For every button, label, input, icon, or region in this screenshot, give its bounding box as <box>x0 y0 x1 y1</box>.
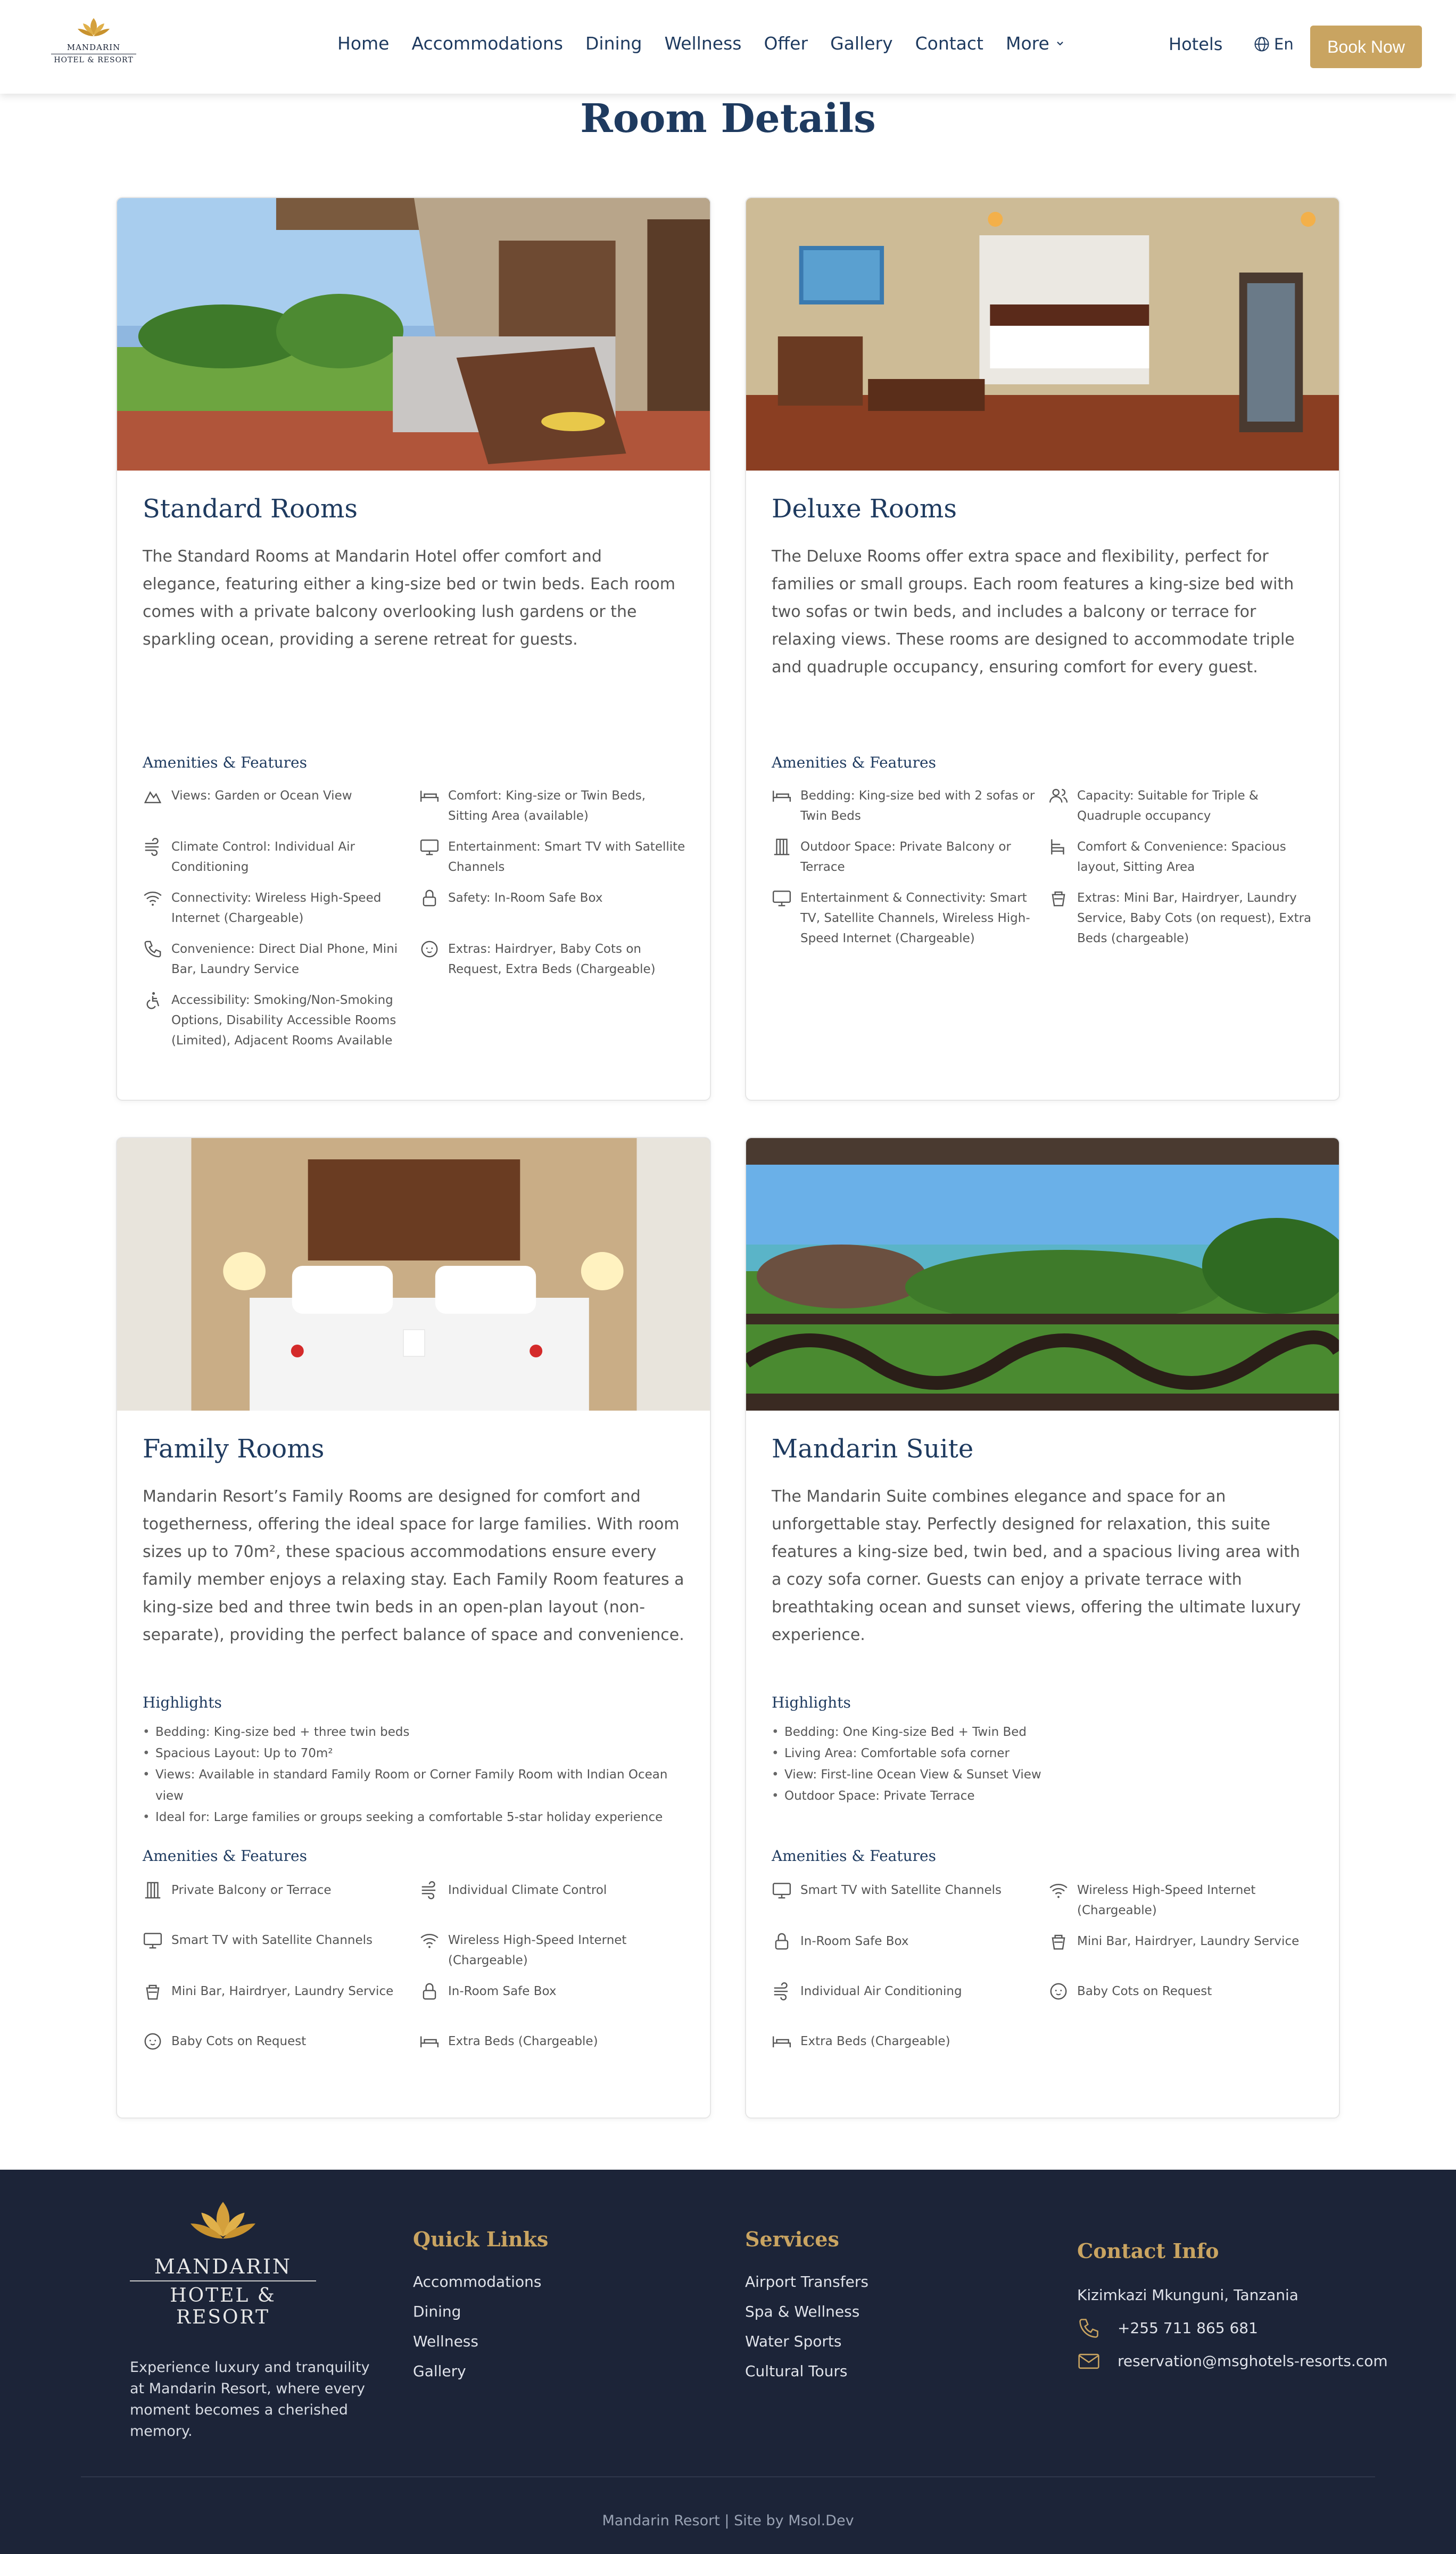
amenity-item <box>772 786 1048 826</box>
amenity-text: Safety: In-Room Safe Box <box>448 891 603 905</box>
footer-service-water-sports[interactable]: Water Sports <box>745 2333 842 2350</box>
amenity-text: Baby Cots on Request <box>171 2034 307 2048</box>
footer-link-wellness[interactable]: Wellness <box>413 2333 478 2350</box>
tv-icon <box>772 1880 792 1900</box>
main-nav <box>337 33 1065 54</box>
globe-icon <box>1254 36 1270 52</box>
language-selector[interactable] <box>1254 35 1294 53</box>
footer-service-airport[interactable]: Airport Transfers <box>745 2273 868 2291</box>
amenity-item <box>143 1880 419 1919</box>
amenity-text: Individual Climate Control <box>448 1883 607 1897</box>
amenity-item <box>772 2031 1048 2071</box>
nav-more[interactable] <box>1006 33 1065 54</box>
room-description: The Deluxe Rooms offer extra space and flexibility, perfect for families or small groups. Each room features a king-size bed with two sofas or twin beds, and includes a balcony or terrace for relaxing views. These rooms are designed to accommodate triple and quadruple occupancy, ensuring comfort for every guest. <box>772 547 1295 677</box>
amenity-item <box>1048 837 1314 877</box>
phone-icon <box>1077 2317 1101 2340</box>
cup-icon <box>1048 888 1069 908</box>
highlight-item: • Living Area: Comfortable sofa corner <box>772 1743 1314 1764</box>
nav-accommodations[interactable]: Accommodations <box>411 33 563 54</box>
footer-copyright: Mandarin Resort | Site by Msol.Dev <box>602 2512 854 2529</box>
amenity-text: Smart TV with Satellite Channels <box>800 1883 1002 1897</box>
email-text: reservation@msghotels-resorts.com <box>1118 2352 1388 2370</box>
highlights-heading: Highlights <box>143 1694 222 1711</box>
hotels-link[interactable]: Hotels <box>1169 34 1223 54</box>
accessibility-icon <box>143 990 163 1010</box>
footer-logo-line1: MANDARIN <box>154 2255 292 2278</box>
tv-icon <box>419 837 440 857</box>
wifi-icon <box>143 888 163 908</box>
room-title: Deluxe Rooms <box>772 494 957 524</box>
nav-more-label: More <box>1005 33 1049 54</box>
highlights-list <box>143 1721 685 1828</box>
footer-services <box>745 2227 868 2386</box>
footer-link-dining[interactable]: Dining <box>413 2303 461 2320</box>
amenity-item <box>143 1930 419 1971</box>
amenity-item <box>772 888 1048 949</box>
amenity-text: Wireless High-Speed Internet (Chargeable) <box>1077 1883 1256 1917</box>
amenity-text: Baby Cots on Request <box>1077 1984 1212 1998</box>
address-text: Kizimkazi Mkunguni, Tanzania <box>1077 2286 1298 2304</box>
room-title: Mandarin Suite <box>772 1434 974 1464</box>
amenities-heading: Amenities & Features <box>143 1847 307 1865</box>
mail-icon <box>1077 2350 1101 2373</box>
amenity-text: Mini Bar, Hairdryer, Laundry Service <box>171 1984 394 1998</box>
room-card-family <box>116 1137 711 2119</box>
wind-icon <box>143 837 163 857</box>
tv-icon <box>772 888 792 908</box>
highlight-item: • Bedding: One King-size Bed + Twin Bed <box>772 1721 1314 1743</box>
room-image-suite <box>746 1138 1339 1411</box>
footer-link-accommodations[interactable]: Accommodations <box>413 2273 542 2291</box>
page-title: Room Details <box>580 96 876 142</box>
highlight-item: • View: First-line Ocean View & Sunset View <box>772 1764 1314 1785</box>
wifi-icon <box>419 1930 440 1950</box>
bed-icon <box>419 786 440 806</box>
footer-description: Experience luxury and tranquility at Mandarin Resort, where every moment becomes a cherished memory. <box>130 2359 370 2440</box>
amenity-item <box>1048 1880 1314 1921</box>
tv-icon <box>143 1930 163 1950</box>
nav-offer[interactable]: Offer <box>764 33 808 54</box>
room-card-suite <box>745 1137 1340 2119</box>
room-image-deluxe <box>746 198 1339 471</box>
lock-icon <box>772 1931 792 1951</box>
baby-icon <box>419 939 440 959</box>
amenity-item <box>772 1931 1048 1971</box>
services-heading: Services <box>745 2227 839 2251</box>
amenity-text: Extras: Hairdryer, Baby Cots on Request, Extra Beds (Chargeable) <box>448 942 656 976</box>
chair-icon <box>1048 837 1069 857</box>
site-logo[interactable] <box>51 16 136 78</box>
bed-icon <box>772 2031 792 2052</box>
highlights-list <box>772 1721 1314 1807</box>
amenities-list <box>143 1880 685 2071</box>
footer-service-tours[interactable]: Cultural Tours <box>745 2362 848 2380</box>
amenity-text: Climate Control: Individual Air Conditioning <box>171 840 355 874</box>
amenity-item <box>1048 1981 1314 2021</box>
contact-phone[interactable] <box>1077 2312 1388 2345</box>
amenity-text: Extra Beds (Chargeable) <box>448 2034 598 2048</box>
amenities-list <box>772 1880 1314 2071</box>
amenity-item <box>419 786 685 826</box>
wifi-icon <box>1048 1880 1069 1900</box>
baby-icon <box>143 2031 163 2052</box>
quick-links-heading: Quick Links <box>413 2227 549 2251</box>
footer-divider <box>81 2476 1375 2477</box>
amenity-item <box>143 837 419 877</box>
amenity-text: Extra Beds (Chargeable) <box>800 2034 950 2048</box>
amenities-heading: Amenities & Features <box>143 754 307 771</box>
bed-icon <box>419 2031 440 2052</box>
amenity-item <box>772 1880 1048 1921</box>
amenity-text: Capacity: Suitable for Triple & Quadruple occupancy <box>1077 789 1259 823</box>
amenities-heading: Amenities & Features <box>772 1847 936 1865</box>
highlight-item: • Ideal for: Large families or groups seeking a comfortable 5-star holiday experience <box>143 1807 685 1828</box>
door-icon <box>772 837 792 857</box>
room-card-standard <box>116 197 711 1101</box>
contact-address <box>1077 2279 1388 2312</box>
amenity-item <box>772 1981 1048 2021</box>
amenity-item <box>419 2031 685 2071</box>
amenity-text: Convenience: Direct Dial Phone, Mini Bar, Laundry Service <box>171 942 398 976</box>
amenity-text: Mini Bar, Hairdryer, Laundry Service <box>1077 1934 1300 1948</box>
nav-wellness[interactable]: Wellness <box>664 33 742 54</box>
amenity-text: Connectivity: Wireless High-Speed Internet (Chargeable) <box>171 891 382 925</box>
amenity-item <box>143 990 419 1051</box>
amenity-item <box>143 1981 419 2021</box>
room-description: The Standard Rooms at Mandarin Hotel offer comfort and elegance, featuring either a king-size bed or twin beds. Each room comes with a private balcony overlooking lush gardens or the sparkling ocean, providing a serene retreat for guests. <box>143 547 675 649</box>
room-title: Family Rooms <box>143 1434 325 1464</box>
highlights-heading: Highlights <box>772 1694 851 1711</box>
baby-icon <box>1048 1981 1069 2001</box>
amenity-item <box>1048 786 1314 826</box>
amenity-text: Views: Garden or Ocean View <box>171 789 352 803</box>
amenity-item <box>419 1930 685 1971</box>
lock-icon <box>419 888 440 908</box>
cup-icon <box>1048 1931 1069 1951</box>
nav-gallery[interactable]: Gallery <box>830 33 893 54</box>
nav-home[interactable]: Home <box>337 33 390 54</box>
amenity-text: Smart TV with Satellite Channels <box>171 1933 373 1947</box>
amenity-item <box>143 2031 419 2071</box>
highlight-item: • Spacious Layout: Up to 70m² <box>143 1743 685 1764</box>
amenity-item <box>419 1880 685 1919</box>
amenity-text: Private Balcony or Terrace <box>171 1883 332 1897</box>
wind-icon <box>419 1880 440 1900</box>
amenity-text: Entertainment: Smart TV with Satellite Channels <box>448 840 685 874</box>
highlight-item: • Views: Available in standard Family Room or Corner Family Room with Indian Ocean view <box>143 1764 685 1807</box>
door-icon <box>143 1880 163 1900</box>
amenity-item <box>143 786 419 826</box>
amenity-text: Extras: Mini Bar, Hairdryer, Laundry Service, Baby Cots (on request), Extra Beds (chargeable) <box>1077 891 1312 945</box>
lotus-logo-icon <box>77 16 111 39</box>
room-card-deluxe <box>745 197 1340 1101</box>
amenity-text: Individual Air Conditioning <box>800 1984 962 1998</box>
amenity-text: In-Room Safe Box <box>448 1984 557 1998</box>
footer-link-gallery[interactable]: Gallery <box>413 2362 466 2380</box>
nav-dining[interactable]: Dining <box>585 33 642 54</box>
cup-icon <box>143 1981 163 2001</box>
highlight-item: • Bedding: King-size bed + three twin beds <box>143 1721 685 1743</box>
language-label: En <box>1274 35 1294 53</box>
amenities-list <box>772 786 1314 949</box>
book-now-button[interactable]: Book Now <box>1310 26 1422 68</box>
logo-text-line1: MANDARIN <box>67 43 121 52</box>
amenities-heading: Amenities & Features <box>772 754 936 771</box>
amenity-text: Comfort: King-size or Twin Beds, Sitting Area (available) <box>448 789 646 823</box>
amenity-item <box>419 888 685 928</box>
bed-icon <box>772 786 792 806</box>
lock-icon <box>419 1981 440 2001</box>
amenity-text: Comfort & Convenience: Spacious layout, Sitting Area <box>1077 840 1286 874</box>
footer-logo-line2: HOTEL & RESORT <box>130 2280 316 2328</box>
footer-contact <box>1077 2239 1388 2378</box>
amenity-item <box>419 939 685 979</box>
nav-contact[interactable]: Contact <box>915 33 983 54</box>
footer-logo[interactable] <box>130 2197 316 2328</box>
amenity-item <box>419 1981 685 2021</box>
highlight-item: • Outdoor Space: Private Terrace <box>772 1785 1314 1807</box>
footer-quick-links <box>413 2227 548 2386</box>
site-header <box>0 0 1456 94</box>
mountain-icon <box>143 786 163 806</box>
contact-email[interactable] <box>1077 2345 1388 2378</box>
amenity-text: In-Room Safe Box <box>800 1934 909 1948</box>
logo-text-line2: HOTEL & RESORT <box>51 54 136 64</box>
room-image-standard <box>117 198 710 471</box>
room-description: Mandarin Resort’s Family Rooms are designed for comfort and togetherness, offering the ideal space for large families. With room sizes up to 70m², these spacious accommodations ensure every family member enjoys a relaxing stay. Each Family Room features a king-size bed and three twin beds in an open-plan layout (non-separate), providing the perfect balance of space and convenience. <box>143 1487 684 1644</box>
phone-icon <box>143 939 163 959</box>
contact-heading: Contact Info <box>1077 2239 1219 2263</box>
phone-text: +255 711 865 681 <box>1118 2319 1258 2337</box>
amenity-item <box>419 837 685 877</box>
room-image-family <box>117 1138 710 1411</box>
amenities-list <box>143 786 685 1051</box>
site-footer <box>0 2170 1456 2554</box>
chevron-down-icon <box>1055 38 1065 49</box>
amenity-text: Bedding: King-size bed with 2 sofas or Twin Beds <box>800 789 1035 823</box>
room-description: The Mandarin Suite combines elegance and space for an unforgettable stay. Perfectly designed for relaxation, this suite features a king-size bed, twin bed, and a spacious living area with a cozy sofa corner. Guests can enjoy a private terrace with breathtaking ocean and sunset views, offering the ultimate luxury experience. <box>772 1487 1301 1644</box>
amenity-text: Accessibility: Smoking/Non-Smoking Options, Disability Accessible Rooms (Limited), Adjacent Rooms Available <box>171 993 396 1048</box>
amenity-item <box>1048 1931 1314 1971</box>
wind-icon <box>772 1981 792 2001</box>
amenity-text: Outdoor Space: Private Balcony or Terrace <box>800 840 1011 874</box>
amenity-item <box>1048 888 1314 949</box>
amenity-item <box>143 888 419 928</box>
amenity-item <box>772 837 1048 877</box>
amenity-item <box>143 939 419 979</box>
amenity-text: Entertainment & Connectivity: Smart TV, Satellite Channels, Wireless High-Speed Internet (Chargeable) <box>800 891 1030 945</box>
amenity-text: Wireless High-Speed Internet (Chargeable) <box>448 1933 627 1967</box>
lotus-logo-icon <box>188 2197 258 2245</box>
footer-service-spa[interactable]: Spa & Wellness <box>745 2303 860 2320</box>
users-icon <box>1048 786 1069 806</box>
room-title: Standard Rooms <box>143 494 358 524</box>
